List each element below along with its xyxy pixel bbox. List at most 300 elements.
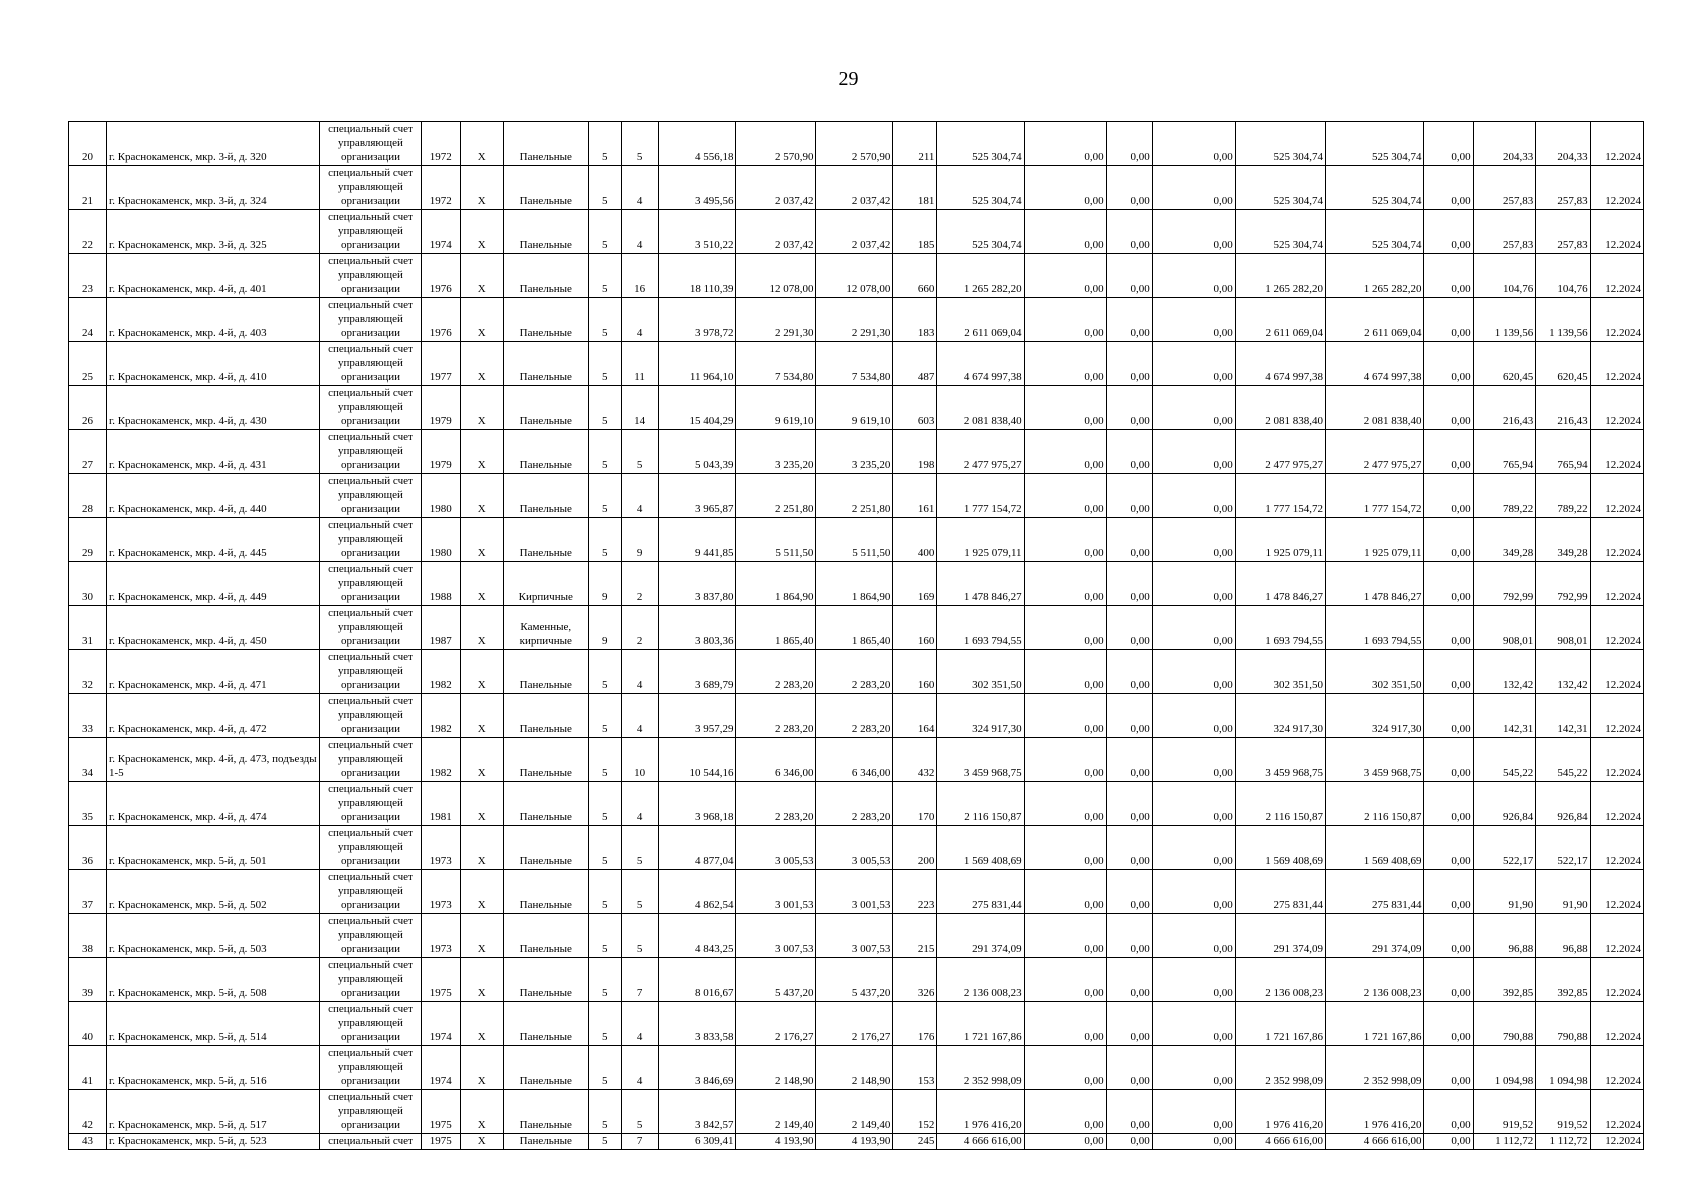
total-area-cell: 18 110,39 — [658, 254, 736, 298]
floors-cell: 5 — [588, 1090, 621, 1134]
unit-cost-2-cell: 132,42 — [1536, 650, 1590, 694]
area-b-cell: 2 149,40 — [816, 1090, 893, 1134]
table-row — [69, 430, 1644, 474]
deadline-cell: 12.2024 — [1590, 210, 1643, 254]
cost-c3-cell: 0,00 — [1152, 958, 1235, 1002]
unit-cost-2-cell: 257,83 — [1536, 210, 1590, 254]
address-cell: г. Краснокаменск, мкр. 4-й, д. 445 — [106, 518, 319, 562]
cost-c5-cell: 2 352 998,09 — [1326, 1046, 1424, 1090]
cost-c2-cell: 0,00 — [1106, 298, 1152, 342]
deadline-cell: 12.2024 — [1590, 738, 1643, 782]
table-row — [69, 870, 1644, 914]
total-area-cell: 3 965,87 — [658, 474, 736, 518]
cost-c6-cell: 0,00 — [1424, 298, 1473, 342]
total-area-cell: 3 689,79 — [658, 650, 736, 694]
total-cost-cell: 2 611 069,04 — [937, 298, 1024, 342]
cost-c4-cell: 525 304,74 — [1235, 166, 1325, 210]
x-mark-cell: Х — [460, 826, 503, 870]
cost-c2-cell: 0,00 — [1106, 870, 1152, 914]
area-a-cell: 5 511,50 — [736, 518, 816, 562]
year-cell: 1980 — [421, 518, 460, 562]
deadline-cell: 12.2024 — [1590, 518, 1643, 562]
deadline-cell: 12.2024 — [1590, 1134, 1643, 1150]
unit-cost-1-cell: 132,42 — [1473, 650, 1536, 694]
cost-c6-cell: 0,00 — [1424, 650, 1473, 694]
cost-c1-cell: 0,00 — [1024, 122, 1106, 166]
area-b-cell: 2 570,90 — [816, 122, 893, 166]
fund-method-cell: специальный счет управляющей организации — [320, 606, 422, 650]
table-row — [69, 122, 1644, 166]
x-mark-cell: Х — [460, 1090, 503, 1134]
wall-material-cell: Панельные — [503, 122, 588, 166]
deadline-cell: 12.2024 — [1590, 870, 1643, 914]
total-area-cell: 3 833,58 — [658, 1002, 736, 1046]
deadline-cell: 12.2024 — [1590, 298, 1643, 342]
row-number: 26 — [69, 386, 107, 430]
cost-c2-cell: 0,00 — [1106, 738, 1152, 782]
deadline-cell: 12.2024 — [1590, 958, 1643, 1002]
row-number: 31 — [69, 606, 107, 650]
row-number: 43 — [69, 1134, 107, 1150]
total-cost-cell: 525 304,74 — [937, 122, 1024, 166]
unit-cost-1-cell: 765,94 — [1473, 430, 1536, 474]
total-area-cell: 6 309,41 — [658, 1134, 736, 1150]
fund-method-cell: специальный счет управляющей организации — [320, 474, 422, 518]
year-cell: 1974 — [421, 210, 460, 254]
total-cost-cell: 1 265 282,20 — [937, 254, 1024, 298]
cost-c4-cell: 525 304,74 — [1235, 210, 1325, 254]
cost-c6-cell: 0,00 — [1424, 1046, 1473, 1090]
year-cell: 1973 — [421, 826, 460, 870]
cost-c6-cell: 0,00 — [1424, 254, 1473, 298]
cost-c4-cell: 4 674 997,38 — [1235, 342, 1325, 386]
year-cell: 1974 — [421, 1002, 460, 1046]
deadline-cell: 12.2024 — [1590, 122, 1643, 166]
address-cell: г. Краснокаменск, мкр. 5-й, д. 523 — [106, 1134, 319, 1150]
table-row — [69, 650, 1644, 694]
entrances-cell: 2 — [621, 562, 658, 606]
row-number: 29 — [69, 518, 107, 562]
fund-method-cell: специальный счет управляющей организации — [320, 386, 422, 430]
entrances-cell: 4 — [621, 1046, 658, 1090]
unit-cost-2-cell: 790,88 — [1536, 1002, 1590, 1046]
unit-cost-1-cell: 349,28 — [1473, 518, 1536, 562]
cost-c4-cell: 2 611 069,04 — [1235, 298, 1325, 342]
unit-cost-1-cell: 1 139,56 — [1473, 298, 1536, 342]
total-area-cell: 15 404,29 — [658, 386, 736, 430]
wall-material-cell: Панельные — [503, 1002, 588, 1046]
area-b-cell: 2 291,30 — [816, 298, 893, 342]
cost-c2-cell: 0,00 — [1106, 606, 1152, 650]
total-area-cell: 3 837,80 — [658, 562, 736, 606]
x-mark-cell: Х — [460, 210, 503, 254]
fund-method-cell: специальный счет управляющей организации — [320, 122, 422, 166]
unit-cost-1-cell: 257,83 — [1473, 166, 1536, 210]
unit-cost-2-cell: 792,99 — [1536, 562, 1590, 606]
housing-registry-table — [68, 121, 1644, 1150]
unit-cost-2-cell: 765,94 — [1536, 430, 1590, 474]
residents-cell: 185 — [893, 210, 937, 254]
cost-c3-cell: 0,00 — [1152, 210, 1235, 254]
entrances-cell: 5 — [621, 914, 658, 958]
cost-c4-cell: 2 136 008,23 — [1235, 958, 1325, 1002]
entrances-cell: 14 — [621, 386, 658, 430]
total-cost-cell: 2 081 838,40 — [937, 386, 1024, 430]
residents-cell: 603 — [893, 386, 937, 430]
entrances-cell: 4 — [621, 782, 658, 826]
area-b-cell: 5 511,50 — [816, 518, 893, 562]
total-area-cell: 9 441,85 — [658, 518, 736, 562]
cost-c2-cell: 0,00 — [1106, 342, 1152, 386]
cost-c1-cell: 0,00 — [1024, 738, 1106, 782]
row-number: 22 — [69, 210, 107, 254]
cost-c3-cell: 0,00 — [1152, 650, 1235, 694]
unit-cost-2-cell: 908,01 — [1536, 606, 1590, 650]
cost-c5-cell: 4 674 997,38 — [1326, 342, 1424, 386]
year-cell: 1974 — [421, 1046, 460, 1090]
cost-c1-cell: 0,00 — [1024, 694, 1106, 738]
table-row — [69, 958, 1644, 1002]
year-cell: 1973 — [421, 870, 460, 914]
year-cell: 1975 — [421, 958, 460, 1002]
area-a-cell: 2 176,27 — [736, 1002, 816, 1046]
total-area-cell: 3 978,72 — [658, 298, 736, 342]
residents-cell: 487 — [893, 342, 937, 386]
x-mark-cell: Х — [460, 166, 503, 210]
cost-c3-cell: 0,00 — [1152, 914, 1235, 958]
area-a-cell: 2 283,20 — [736, 694, 816, 738]
row-number: 28 — [69, 474, 107, 518]
cost-c5-cell: 1 693 794,55 — [1326, 606, 1424, 650]
wall-material-cell: Панельные — [503, 738, 588, 782]
floors-cell: 5 — [588, 870, 621, 914]
wall-material-cell: Панельные — [503, 166, 588, 210]
cost-c2-cell: 0,00 — [1106, 166, 1152, 210]
wall-material-cell: Панельные — [503, 254, 588, 298]
area-a-cell: 2 251,80 — [736, 474, 816, 518]
x-mark-cell: Х — [460, 958, 503, 1002]
entrances-cell: 9 — [621, 518, 658, 562]
floors-cell: 5 — [588, 342, 621, 386]
cost-c4-cell: 275 831,44 — [1235, 870, 1325, 914]
cost-c2-cell: 0,00 — [1106, 122, 1152, 166]
cost-c1-cell: 0,00 — [1024, 914, 1106, 958]
cost-c5-cell: 4 666 616,00 — [1326, 1134, 1424, 1150]
table-row — [69, 166, 1644, 210]
wall-material-cell: Панельные — [503, 958, 588, 1002]
cost-c2-cell: 0,00 — [1106, 914, 1152, 958]
unit-cost-2-cell: 620,45 — [1536, 342, 1590, 386]
address-cell: г. Краснокаменск, мкр. 3-й, д. 325 — [106, 210, 319, 254]
floors-cell: 5 — [588, 386, 621, 430]
table-row — [69, 1090, 1644, 1134]
cost-c6-cell: 0,00 — [1424, 562, 1473, 606]
total-area-cell: 11 964,10 — [658, 342, 736, 386]
cost-c6-cell: 0,00 — [1424, 1090, 1473, 1134]
total-area-cell: 10 544,16 — [658, 738, 736, 782]
residents-cell: 200 — [893, 826, 937, 870]
cost-c3-cell: 0,00 — [1152, 298, 1235, 342]
cost-c4-cell: 525 304,74 — [1235, 122, 1325, 166]
year-cell: 1972 — [421, 122, 460, 166]
deadline-cell: 12.2024 — [1590, 914, 1643, 958]
cost-c1-cell: 0,00 — [1024, 254, 1106, 298]
cost-c1-cell: 0,00 — [1024, 562, 1106, 606]
total-cost-cell: 4 666 616,00 — [937, 1134, 1024, 1150]
cost-c4-cell: 1 569 408,69 — [1235, 826, 1325, 870]
unit-cost-1-cell: 104,76 — [1473, 254, 1536, 298]
x-mark-cell: Х — [460, 782, 503, 826]
cost-c1-cell: 0,00 — [1024, 1046, 1106, 1090]
unit-cost-1-cell: 522,17 — [1473, 826, 1536, 870]
area-a-cell: 2 570,90 — [736, 122, 816, 166]
cost-c2-cell: 0,00 — [1106, 694, 1152, 738]
unit-cost-2-cell: 1 112,72 — [1536, 1134, 1590, 1150]
unit-cost-1-cell: 1 094,98 — [1473, 1046, 1536, 1090]
total-area-cell: 3 842,57 — [658, 1090, 736, 1134]
cost-c2-cell: 0,00 — [1106, 1134, 1152, 1150]
area-a-cell: 2 149,40 — [736, 1090, 816, 1134]
cost-c1-cell: 0,00 — [1024, 1090, 1106, 1134]
cost-c4-cell: 4 666 616,00 — [1235, 1134, 1325, 1150]
year-cell: 1977 — [421, 342, 460, 386]
area-b-cell: 2 251,80 — [816, 474, 893, 518]
total-area-cell: 4 877,04 — [658, 826, 736, 870]
address-cell: г. Краснокаменск, мкр. 5-й, д. 516 — [106, 1046, 319, 1090]
cost-c5-cell: 275 831,44 — [1326, 870, 1424, 914]
wall-material-cell: Панельные — [503, 342, 588, 386]
cost-c6-cell: 0,00 — [1424, 870, 1473, 914]
cost-c5-cell: 1 976 416,20 — [1326, 1090, 1424, 1134]
area-a-cell: 1 864,90 — [736, 562, 816, 606]
wall-material-cell: Панельные — [503, 650, 588, 694]
fund-method-cell: специальный счет управляющей организации — [320, 782, 422, 826]
unit-cost-1-cell: 91,90 — [1473, 870, 1536, 914]
residents-cell: 326 — [893, 958, 937, 1002]
cost-c2-cell: 0,00 — [1106, 826, 1152, 870]
unit-cost-2-cell: 96,88 — [1536, 914, 1590, 958]
floors-cell: 5 — [588, 694, 621, 738]
area-b-cell: 3 001,53 — [816, 870, 893, 914]
cost-c3-cell: 0,00 — [1152, 386, 1235, 430]
x-mark-cell: Х — [460, 870, 503, 914]
cost-c5-cell: 525 304,74 — [1326, 210, 1424, 254]
year-cell: 1973 — [421, 914, 460, 958]
unit-cost-2-cell: 392,85 — [1536, 958, 1590, 1002]
row-number: 35 — [69, 782, 107, 826]
unit-cost-1-cell: 620,45 — [1473, 342, 1536, 386]
area-b-cell: 2 176,27 — [816, 1002, 893, 1046]
total-cost-cell: 1 569 408,69 — [937, 826, 1024, 870]
fund-method-cell: специальный счет управляющей организации — [320, 694, 422, 738]
total-cost-cell: 291 374,09 — [937, 914, 1024, 958]
address-cell: г. Краснокаменск, мкр. 5-й, д. 508 — [106, 958, 319, 1002]
total-area-cell: 3 957,29 — [658, 694, 736, 738]
unit-cost-2-cell: 349,28 — [1536, 518, 1590, 562]
year-cell: 1976 — [421, 254, 460, 298]
unit-cost-2-cell: 545,22 — [1536, 738, 1590, 782]
area-b-cell: 9 619,10 — [816, 386, 893, 430]
x-mark-cell: Х — [460, 518, 503, 562]
cost-c1-cell: 0,00 — [1024, 210, 1106, 254]
table-row — [69, 342, 1644, 386]
total-area-cell: 5 043,39 — [658, 430, 736, 474]
cost-c2-cell: 0,00 — [1106, 474, 1152, 518]
x-mark-cell: Х — [460, 650, 503, 694]
entrances-cell: 2 — [621, 606, 658, 650]
row-number: 21 — [69, 166, 107, 210]
unit-cost-1-cell: 792,99 — [1473, 562, 1536, 606]
address-cell: г. Краснокаменск, мкр. 5-й, д. 501 — [106, 826, 319, 870]
row-number: 37 — [69, 870, 107, 914]
total-area-cell: 3 510,22 — [658, 210, 736, 254]
table-row — [69, 694, 1644, 738]
cost-c2-cell: 0,00 — [1106, 958, 1152, 1002]
cost-c6-cell: 0,00 — [1424, 342, 1473, 386]
residents-cell: 160 — [893, 606, 937, 650]
area-a-cell: 2 148,90 — [736, 1046, 816, 1090]
total-cost-cell: 1 777 154,72 — [937, 474, 1024, 518]
cost-c3-cell: 0,00 — [1152, 166, 1235, 210]
unit-cost-1-cell: 545,22 — [1473, 738, 1536, 782]
unit-cost-1-cell: 908,01 — [1473, 606, 1536, 650]
floors-cell: 5 — [588, 1002, 621, 1046]
total-cost-cell: 1 478 846,27 — [937, 562, 1024, 606]
cost-c2-cell: 0,00 — [1106, 782, 1152, 826]
residents-cell: 152 — [893, 1090, 937, 1134]
row-number: 36 — [69, 826, 107, 870]
area-a-cell: 3 235,20 — [736, 430, 816, 474]
floors-cell: 5 — [588, 738, 621, 782]
total-area-cell: 4 862,54 — [658, 870, 736, 914]
entrances-cell: 5 — [621, 826, 658, 870]
cost-c3-cell: 0,00 — [1152, 474, 1235, 518]
unit-cost-2-cell: 104,76 — [1536, 254, 1590, 298]
unit-cost-2-cell: 142,31 — [1536, 694, 1590, 738]
residents-cell: 660 — [893, 254, 937, 298]
cost-c1-cell: 0,00 — [1024, 474, 1106, 518]
area-a-cell: 2 037,42 — [736, 210, 816, 254]
cost-c1-cell: 0,00 — [1024, 518, 1106, 562]
area-b-cell: 5 437,20 — [816, 958, 893, 1002]
deadline-cell: 12.2024 — [1590, 650, 1643, 694]
total-cost-cell: 2 352 998,09 — [937, 1046, 1024, 1090]
cost-c4-cell: 1 721 167,86 — [1235, 1002, 1325, 1046]
cost-c6-cell: 0,00 — [1424, 474, 1473, 518]
total-cost-cell: 2 477 975,27 — [937, 430, 1024, 474]
cost-c3-cell: 0,00 — [1152, 738, 1235, 782]
total-cost-cell: 1 693 794,55 — [937, 606, 1024, 650]
row-number: 40 — [69, 1002, 107, 1046]
residents-cell: 245 — [893, 1134, 937, 1150]
wall-material-cell: Панельные — [503, 210, 588, 254]
unit-cost-1-cell: 142,31 — [1473, 694, 1536, 738]
unit-cost-1-cell: 216,43 — [1473, 386, 1536, 430]
residents-cell: 169 — [893, 562, 937, 606]
cost-c3-cell: 0,00 — [1152, 1134, 1235, 1150]
entrances-cell: 4 — [621, 650, 658, 694]
cost-c6-cell: 0,00 — [1424, 914, 1473, 958]
cost-c5-cell: 3 459 968,75 — [1326, 738, 1424, 782]
wall-material-cell: Панельные — [503, 826, 588, 870]
area-a-cell: 3 001,53 — [736, 870, 816, 914]
fund-method-cell: специальный счет управляющей организации — [320, 958, 422, 1002]
table-row — [69, 606, 1644, 650]
row-number: 30 — [69, 562, 107, 606]
cost-c4-cell: 1 265 282,20 — [1235, 254, 1325, 298]
table-body — [69, 122, 1644, 1150]
address-cell: г. Краснокаменск, мкр. 4-й, д. 471 — [106, 650, 319, 694]
area-a-cell: 3 005,53 — [736, 826, 816, 870]
cost-c5-cell: 1 478 846,27 — [1326, 562, 1424, 606]
cost-c2-cell: 0,00 — [1106, 1002, 1152, 1046]
area-a-cell: 5 437,20 — [736, 958, 816, 1002]
year-cell: 1975 — [421, 1090, 460, 1134]
fund-method-cell: специальный счет управляющей организации — [320, 254, 422, 298]
area-b-cell: 1 864,90 — [816, 562, 893, 606]
address-cell: г. Краснокаменск, мкр. 3-й, д. 324 — [106, 166, 319, 210]
table-row — [69, 474, 1644, 518]
fund-method-cell: специальный счет управляющей организации — [320, 210, 422, 254]
area-b-cell: 6 346,00 — [816, 738, 893, 782]
address-cell: г. Краснокаменск, мкр. 5-й, д. 502 — [106, 870, 319, 914]
total-cost-cell: 324 917,30 — [937, 694, 1024, 738]
entrances-cell: 4 — [621, 474, 658, 518]
cost-c2-cell: 0,00 — [1106, 210, 1152, 254]
cost-c6-cell: 0,00 — [1424, 386, 1473, 430]
cost-c2-cell: 0,00 — [1106, 1090, 1152, 1134]
unit-cost-2-cell: 91,90 — [1536, 870, 1590, 914]
residents-cell: 160 — [893, 650, 937, 694]
cost-c5-cell: 525 304,74 — [1326, 122, 1424, 166]
x-mark-cell: Х — [460, 342, 503, 386]
unit-cost-1-cell: 1 112,72 — [1473, 1134, 1536, 1150]
fund-method-cell: специальный счет управляющей организации — [320, 166, 422, 210]
year-cell: 1987 — [421, 606, 460, 650]
cost-c2-cell: 0,00 — [1106, 430, 1152, 474]
cost-c4-cell: 1 693 794,55 — [1235, 606, 1325, 650]
area-a-cell: 9 619,10 — [736, 386, 816, 430]
row-number: 38 — [69, 914, 107, 958]
address-cell: г. Краснокаменск, мкр. 4-й, д. 430 — [106, 386, 319, 430]
cost-c5-cell: 2 611 069,04 — [1326, 298, 1424, 342]
x-mark-cell: Х — [460, 562, 503, 606]
cost-c1-cell: 0,00 — [1024, 430, 1106, 474]
floors-cell: 9 — [588, 606, 621, 650]
residents-cell: 183 — [893, 298, 937, 342]
cost-c5-cell: 2 081 838,40 — [1326, 386, 1424, 430]
year-cell: 1982 — [421, 650, 460, 694]
cost-c5-cell: 1 265 282,20 — [1326, 254, 1424, 298]
cost-c1-cell: 0,00 — [1024, 1134, 1106, 1150]
wall-material-cell: Панельные — [503, 870, 588, 914]
page-number: 29 — [838, 68, 859, 90]
fund-method-cell: специальный счет управляющей организации — [320, 826, 422, 870]
total-cost-cell: 3 459 968,75 — [937, 738, 1024, 782]
cost-c5-cell: 302 351,50 — [1326, 650, 1424, 694]
cost-c5-cell: 2 116 150,87 — [1326, 782, 1424, 826]
entrances-cell: 4 — [621, 1002, 658, 1046]
cost-c5-cell: 324 917,30 — [1326, 694, 1424, 738]
cost-c2-cell: 0,00 — [1106, 386, 1152, 430]
area-b-cell: 1 865,40 — [816, 606, 893, 650]
total-cost-cell: 1 925 079,11 — [937, 518, 1024, 562]
entrances-cell: 7 — [621, 958, 658, 1002]
fund-method-cell: специальный счет управляющей организации — [320, 738, 422, 782]
cost-c3-cell: 0,00 — [1152, 122, 1235, 166]
residents-cell: 432 — [893, 738, 937, 782]
entrances-cell: 4 — [621, 298, 658, 342]
